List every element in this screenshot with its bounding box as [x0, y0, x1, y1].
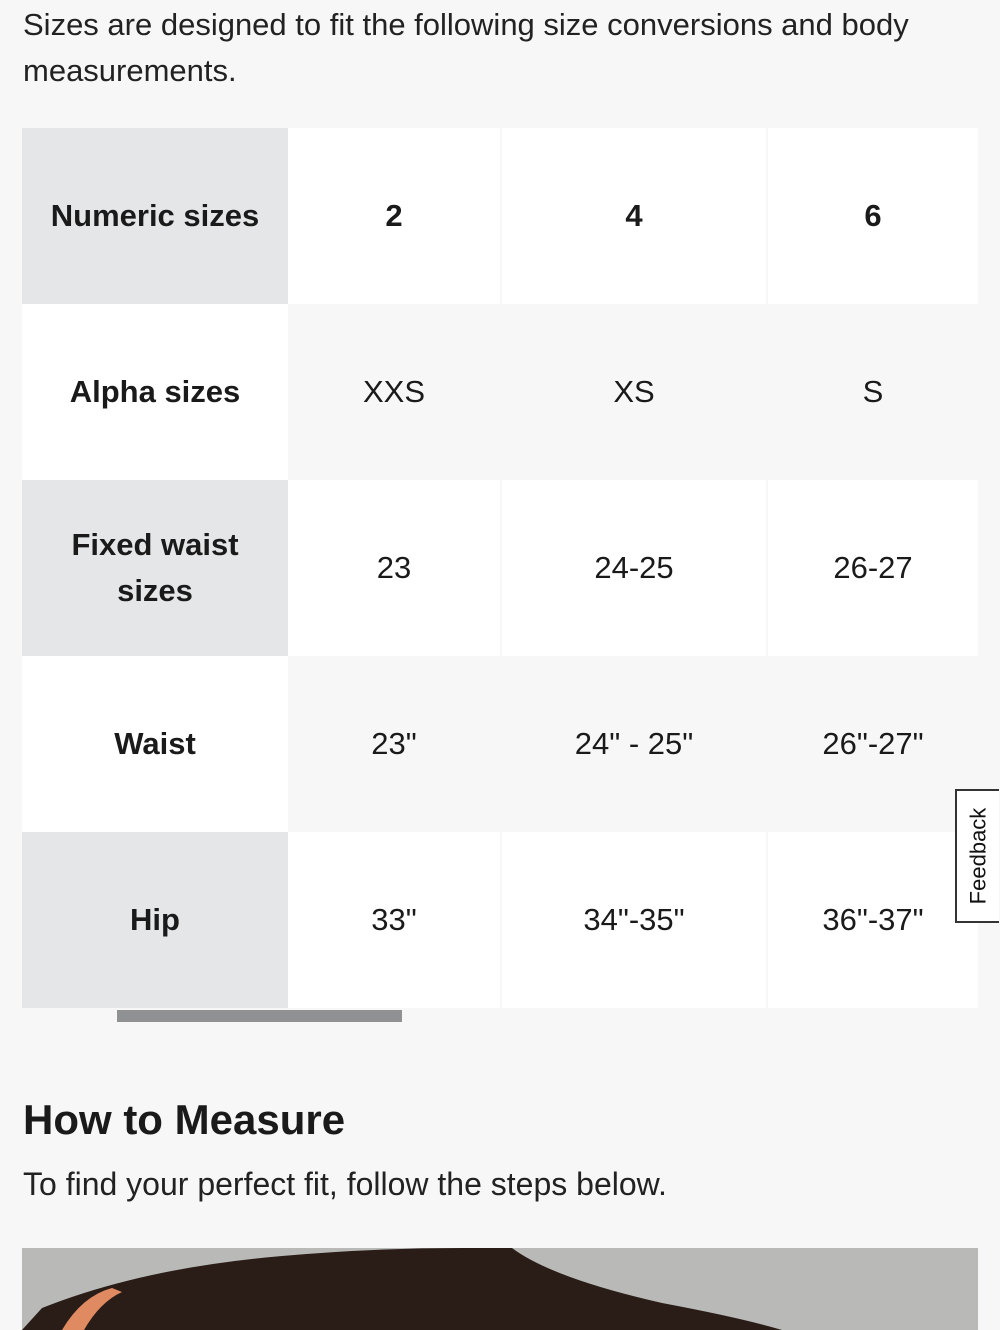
feedback-label: Feedback: [965, 807, 990, 905]
model-photo-illustration: [22, 1248, 978, 1330]
table-row-fixed-waist-sizes: [22, 480, 978, 656]
table-cell: 24" - 25": [502, 656, 768, 832]
table-row-hip: [22, 832, 978, 1008]
row-header: Alpha sizes: [22, 304, 288, 480]
table-cell: 6: [768, 128, 978, 304]
row-header: Hip: [22, 832, 288, 1008]
horizontal-scrollbar[interactable]: [117, 1010, 402, 1022]
row-header: [22, 480, 288, 656]
table-cell: 36"-37": [768, 832, 978, 1008]
feedback-tab[interactable]: [955, 789, 999, 923]
size-intro-text: Sizes are designed to fit the following size conversions and body measurements.: [23, 7, 909, 88]
table-cell: 4: [502, 128, 768, 304]
row-header-label: Fixed waist sizes: [71, 527, 239, 608]
table-cell: S: [768, 304, 978, 480]
table-row-numeric-sizes: [22, 128, 978, 304]
how-to-measure-subtitle: To find your perfect fit, follow the steps below.: [23, 1166, 667, 1202]
table-cell: 33": [288, 832, 502, 1008]
table-cell: 2: [288, 128, 502, 304]
table-cell: XS: [502, 304, 768, 480]
table-cell: 26-27: [768, 480, 978, 656]
table-row-alpha-sizes: [22, 304, 978, 480]
table-cell: 24-25: [502, 480, 768, 656]
measure-model-photo: [22, 1248, 978, 1330]
table-cell: 34"-35": [502, 832, 768, 1008]
table-cell: 23": [288, 656, 502, 832]
how-to-measure-heading: How to Measure: [23, 1096, 346, 1143]
size-chart-table[interactable]: [22, 128, 978, 1008]
row-header: Numeric sizes: [22, 128, 288, 304]
table-row-waist: [22, 656, 978, 832]
table-cell: 26"-27": [768, 656, 978, 832]
row-header: Waist: [22, 656, 288, 832]
table-cell: 23: [288, 480, 502, 656]
table-cell: XXS: [288, 304, 502, 480]
